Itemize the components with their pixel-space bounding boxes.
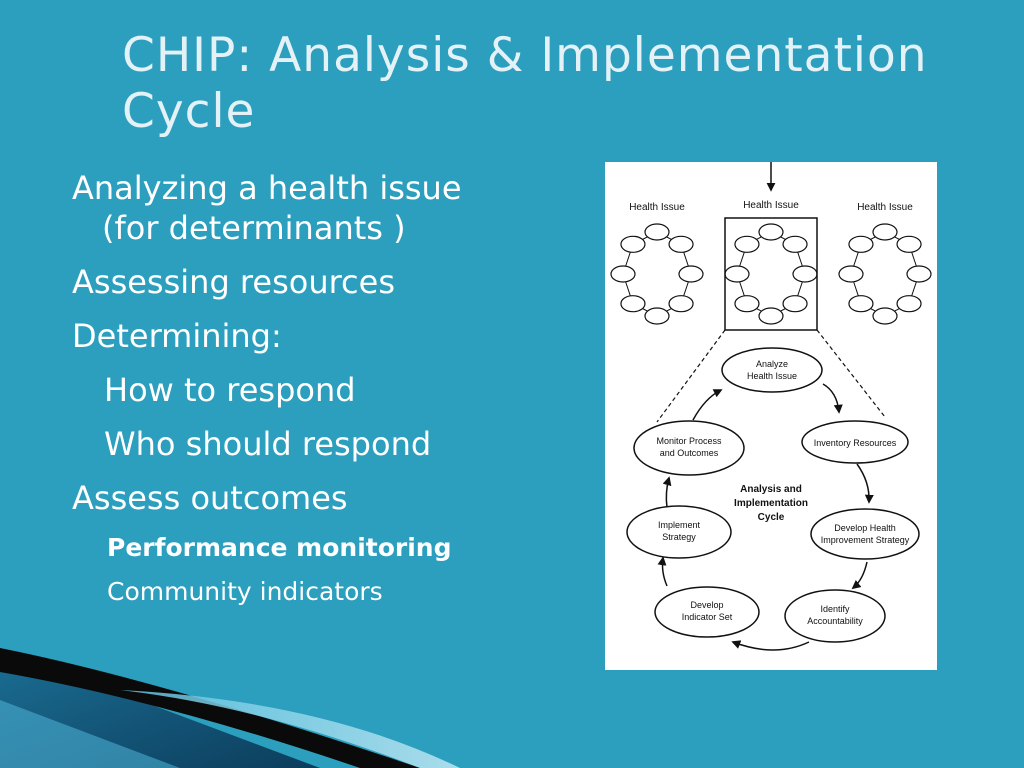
mini-cycle-node — [759, 224, 783, 240]
node-implement-text-2: Strategy — [662, 532, 696, 542]
bullet-list — [72, 168, 572, 620]
swoosh-highlight — [0, 700, 180, 768]
cycle-diagram — [605, 162, 937, 670]
cycle-center-label-3: Cycle — [757, 512, 785, 523]
node-indicator-text-2: Indicator Set — [681, 612, 733, 622]
mini-cycle-node — [839, 266, 863, 282]
node-implement-text-1: Implement — [657, 520, 701, 530]
node-inventory-text: Inventory Resources — [813, 438, 897, 448]
node-develop-health-text-2: Improvement Strategy — [820, 535, 910, 545]
node-develop-health-text-1: Develop Health — [834, 523, 896, 533]
slide-title-line2: Cycle — [122, 84, 256, 139]
mini-cycle-node — [873, 308, 897, 324]
mini-cycle-node — [645, 224, 669, 240]
cycle-diagram-figure — [605, 162, 937, 670]
sub-bullet-how-to-respond: How to respond — [104, 371, 356, 409]
mini-cycle-node — [621, 296, 645, 312]
arrow-strategy-to-identify — [853, 562, 867, 588]
mini-cycle-node — [783, 296, 807, 312]
mini-cycle-node — [793, 266, 817, 282]
mini-cycle-node — [725, 266, 749, 282]
node-develop-health-strategy — [811, 509, 919, 559]
node-identify-text-2: Accountability — [807, 616, 863, 626]
zoom-line-left — [657, 330, 725, 422]
mini-cycle-node — [669, 296, 693, 312]
issue-label-right: Health Issue — [857, 202, 913, 213]
arrow-analyze-to-inventory — [823, 384, 839, 412]
cycle-center-label-1: Analysis and — [740, 484, 802, 495]
mini-cycle-node — [849, 236, 873, 252]
mini-cycle-node — [735, 236, 759, 252]
slide-title — [122, 28, 1002, 140]
bullet-analyzing-line1: Analyzing a health issue — [72, 169, 462, 207]
arrow-indicator-to-implement — [663, 558, 668, 586]
swoosh-black-band — [0, 648, 420, 768]
mini-cycle-center — [725, 224, 817, 324]
issue-label-center: Health Issue — [743, 200, 799, 211]
arrow-inventory-to-strategy — [857, 464, 869, 502]
mini-cycle-node — [679, 266, 703, 282]
bullet-analyzing — [72, 168, 572, 248]
bullet-assessing-resources: Assessing resources — [72, 263, 395, 301]
issue-label-left: Health Issue — [629, 202, 685, 213]
arrow-implement-to-monitor — [666, 478, 669, 508]
mini-cycle-right — [839, 224, 931, 324]
swoosh-dark-band — [0, 648, 320, 768]
node-identify-text-1: Identify — [820, 604, 850, 614]
mini-cycle-node — [897, 296, 921, 312]
mini-cycle-node — [783, 236, 807, 252]
mini-cycle-node — [621, 236, 645, 252]
mini-cycle-node — [897, 236, 921, 252]
mini-cycle-left — [611, 224, 703, 324]
mini-cycle-node — [611, 266, 635, 282]
node-analyze-health-issue — [722, 348, 822, 392]
node-analyze-text-1: Analyze — [755, 359, 789, 369]
mini-cycle-node — [669, 236, 693, 252]
zoom-line-right — [817, 330, 885, 417]
node-indicator-text-1: Develop — [690, 600, 724, 610]
mini-cycle-node — [759, 308, 783, 324]
sub-bullet-community-indicators: Community indicators — [107, 577, 383, 606]
node-analyze-text-2: Health Issue — [746, 371, 798, 381]
sub-bullet-performance-monitoring: Performance monitoring — [107, 533, 452, 562]
arrow-monitor-to-analyze — [693, 390, 721, 420]
mini-cycle-node — [907, 266, 931, 282]
sub-bullet-who-should-respond: Who should respond — [104, 425, 432, 463]
mini-cycle-node — [735, 296, 759, 312]
cycle-center-label-2: Implementation — [734, 498, 808, 509]
node-monitor-text-2: and Outcomes — [659, 448, 719, 458]
bullet-determining: Determining: — [72, 317, 282, 355]
mini-cycle-node — [873, 224, 897, 240]
mini-cycle-node — [645, 308, 669, 324]
mini-cycle-node — [849, 296, 873, 312]
slide-title-line1: CHIP: Analysis & Implementation — [122, 28, 928, 83]
arrow-identify-to-indicator — [733, 642, 809, 650]
swoosh-light-band — [120, 690, 460, 768]
bullet-analyzing-line2: (for determinants ) — [102, 209, 406, 247]
bullet-assess-outcomes: Assess outcomes — [72, 479, 348, 517]
node-monitor-text-1: Monitor Process — [656, 436, 722, 446]
